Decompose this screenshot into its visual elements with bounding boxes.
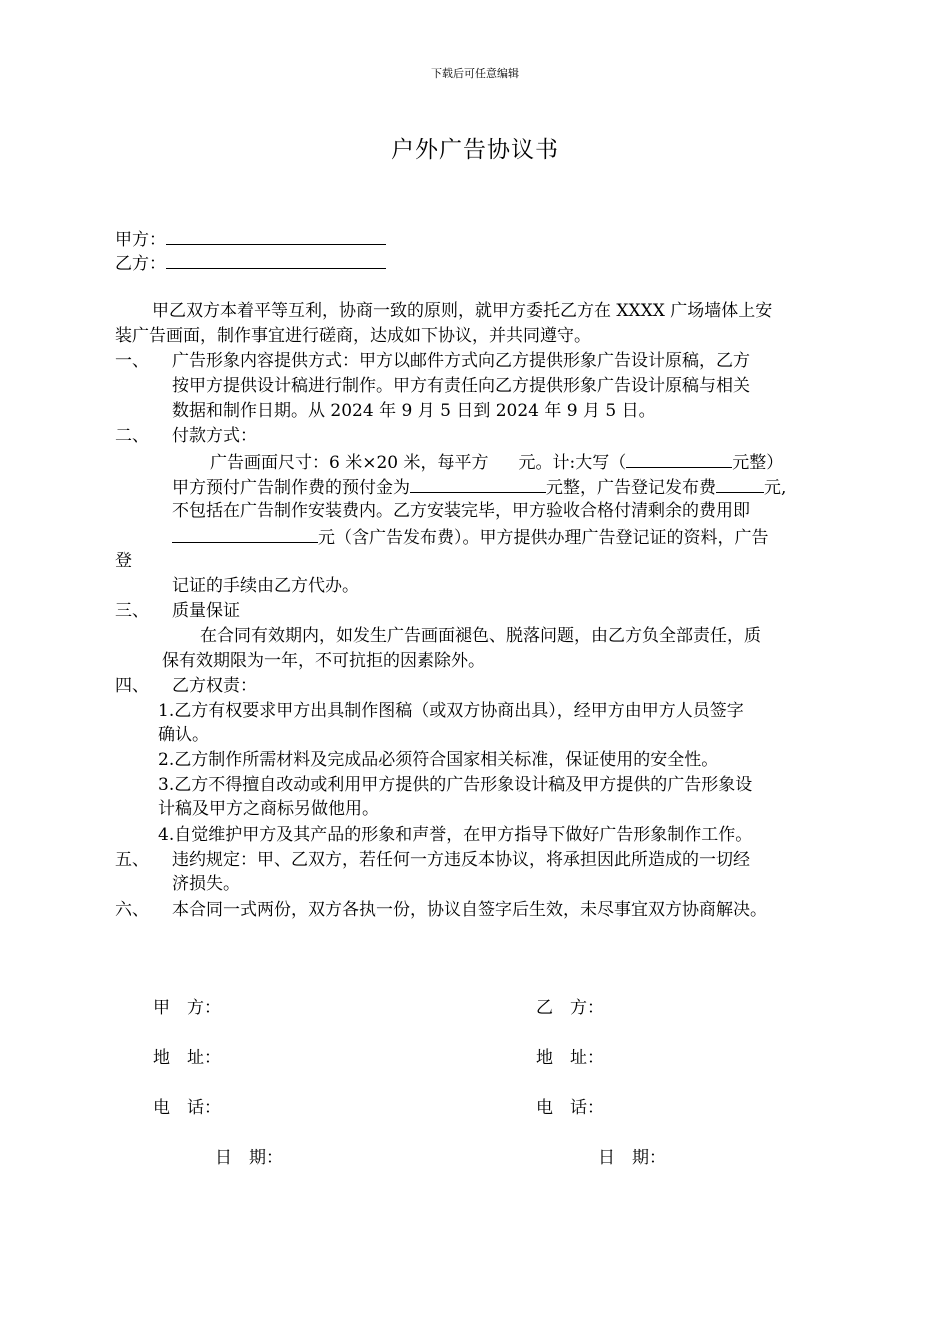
section-4-line: 2.乙方制作所需材料及完成品必须符合国家相关标准，保证使用的安全性。 xyxy=(158,750,719,770)
sign-phone-a: 电 话： xyxy=(153,1098,221,1118)
document-title: 户外广告协议书 xyxy=(391,137,559,163)
amount-words-blank[interactable] xyxy=(626,449,732,468)
section-2-heading: 付款方式： xyxy=(172,426,257,446)
sign-party-a: 甲 方： xyxy=(153,998,221,1018)
sign-date-b: 日 期： xyxy=(598,1148,666,1168)
fee-text: 元整，广告登记发布费 xyxy=(546,478,716,498)
party-a-line xyxy=(115,226,386,253)
sign-party-b: 乙 方： xyxy=(536,998,604,1018)
section-4-line: 计稿及甲方之商标另做他用。 xyxy=(158,799,379,819)
fee-suffix: 元, xyxy=(764,478,787,498)
section-number: 四、 xyxy=(115,676,149,696)
party-b-blank[interactable] xyxy=(166,250,386,269)
section-5-line: 违约规定：甲、乙双方，若任何一方违反本协议，将承担因此所造成的一切经 xyxy=(172,850,750,870)
section-3-line: 在合同有效期内，如发生广告画面褪色、脱落问题，由乙方负全部责任，质 xyxy=(200,626,761,646)
section-1-line: 广告形象内容提供方式：甲方以邮件方式向乙方提供形象广告设计原稿，乙方 xyxy=(172,351,750,371)
sign-address-a: 地 址： xyxy=(153,1048,221,1068)
section-4-line: 确认。 xyxy=(158,725,209,745)
size-text: 广告画面尺寸：6 米×20 米，每平方 xyxy=(210,453,489,473)
section-4-heading: 乙方权责： xyxy=(172,676,257,696)
section-number: 六、 xyxy=(115,900,149,920)
intro-line: 装广告画面，制作事宜进行磋商，达成如下协议，并共同遵守。 xyxy=(115,326,591,346)
party-a-blank[interactable] xyxy=(166,226,386,245)
section-6-line: 本合同一式两份，双方各执一份，协议自签字后生效，未尽事宜双方协商解决。 xyxy=(172,900,767,920)
section-4-line: 4.自觉维护甲方及其产品的形象和声誉，在甲方指导下做好广告形象制作工作。 xyxy=(158,825,753,845)
intro-line: 甲乙双方本着平等互利，协商一致的原则，就甲方委托乙方在 XXXX 广场墙体上安 xyxy=(152,301,773,321)
section-number: 二、 xyxy=(115,426,149,446)
section-2-line: 登 xyxy=(115,551,132,571)
fee-blank[interactable] xyxy=(716,474,764,493)
party-b-label: 乙方： xyxy=(115,254,166,274)
section-3-heading: 质量保证 xyxy=(172,601,240,621)
sign-phone-b: 电 话： xyxy=(536,1098,604,1118)
section-number: 三、 xyxy=(115,601,149,621)
section-number: 一、 xyxy=(115,351,149,371)
section-1-line: 按甲方提供设计稿进行制作。甲方有责任向乙方提供形象广告设计原稿与相关 xyxy=(172,376,750,396)
section-number: 五、 xyxy=(115,850,149,870)
section-2-line: 记证的手续由乙方代办。 xyxy=(172,576,359,596)
party-a-label: 甲方： xyxy=(115,230,166,250)
section-2-line xyxy=(210,449,783,476)
prepay-text: 甲方预付广告制作费的预付金为 xyxy=(172,478,410,498)
price-text: 元。计:大写（ xyxy=(518,453,627,473)
section-2-line xyxy=(172,474,786,501)
section-2-line xyxy=(172,524,769,551)
section-4-line: 1.乙方有权要求甲方出具制作图稿（或双方协商出具），经甲方由甲方人员签字 xyxy=(158,701,744,721)
sign-date-a: 日 期： xyxy=(215,1148,283,1168)
amount-suffix: 元整） xyxy=(732,453,784,473)
section-4-line: 3.乙方不得擅自改动或利用甲方提供的广告形象设计稿及甲方提供的广告形象设 xyxy=(158,775,753,795)
header-note: 下载后可任意编辑 xyxy=(431,67,519,80)
balance-blank[interactable] xyxy=(172,524,318,543)
sign-address-b: 地 址： xyxy=(536,1048,604,1068)
prepay-blank[interactable] xyxy=(410,474,546,493)
section-2-line: 不包括在广告制作安装费内。乙方安装完毕，甲方验收合格付清剩余的费用即 xyxy=(172,501,750,521)
section-3-line: 保有效期限为一年，不可抗拒的因素除外。 xyxy=(162,651,485,671)
party-b-line xyxy=(115,250,386,277)
section-5-line: 济损失。 xyxy=(172,874,240,894)
balance-text: 元（含广告发布费）。甲方提供办理广告登记证的资料，广告 xyxy=(318,528,769,548)
section-1-line: 数据和制作日期。从 2024 年 9 月 5 日到 2024 年 9 月 5 日。 xyxy=(172,401,656,421)
